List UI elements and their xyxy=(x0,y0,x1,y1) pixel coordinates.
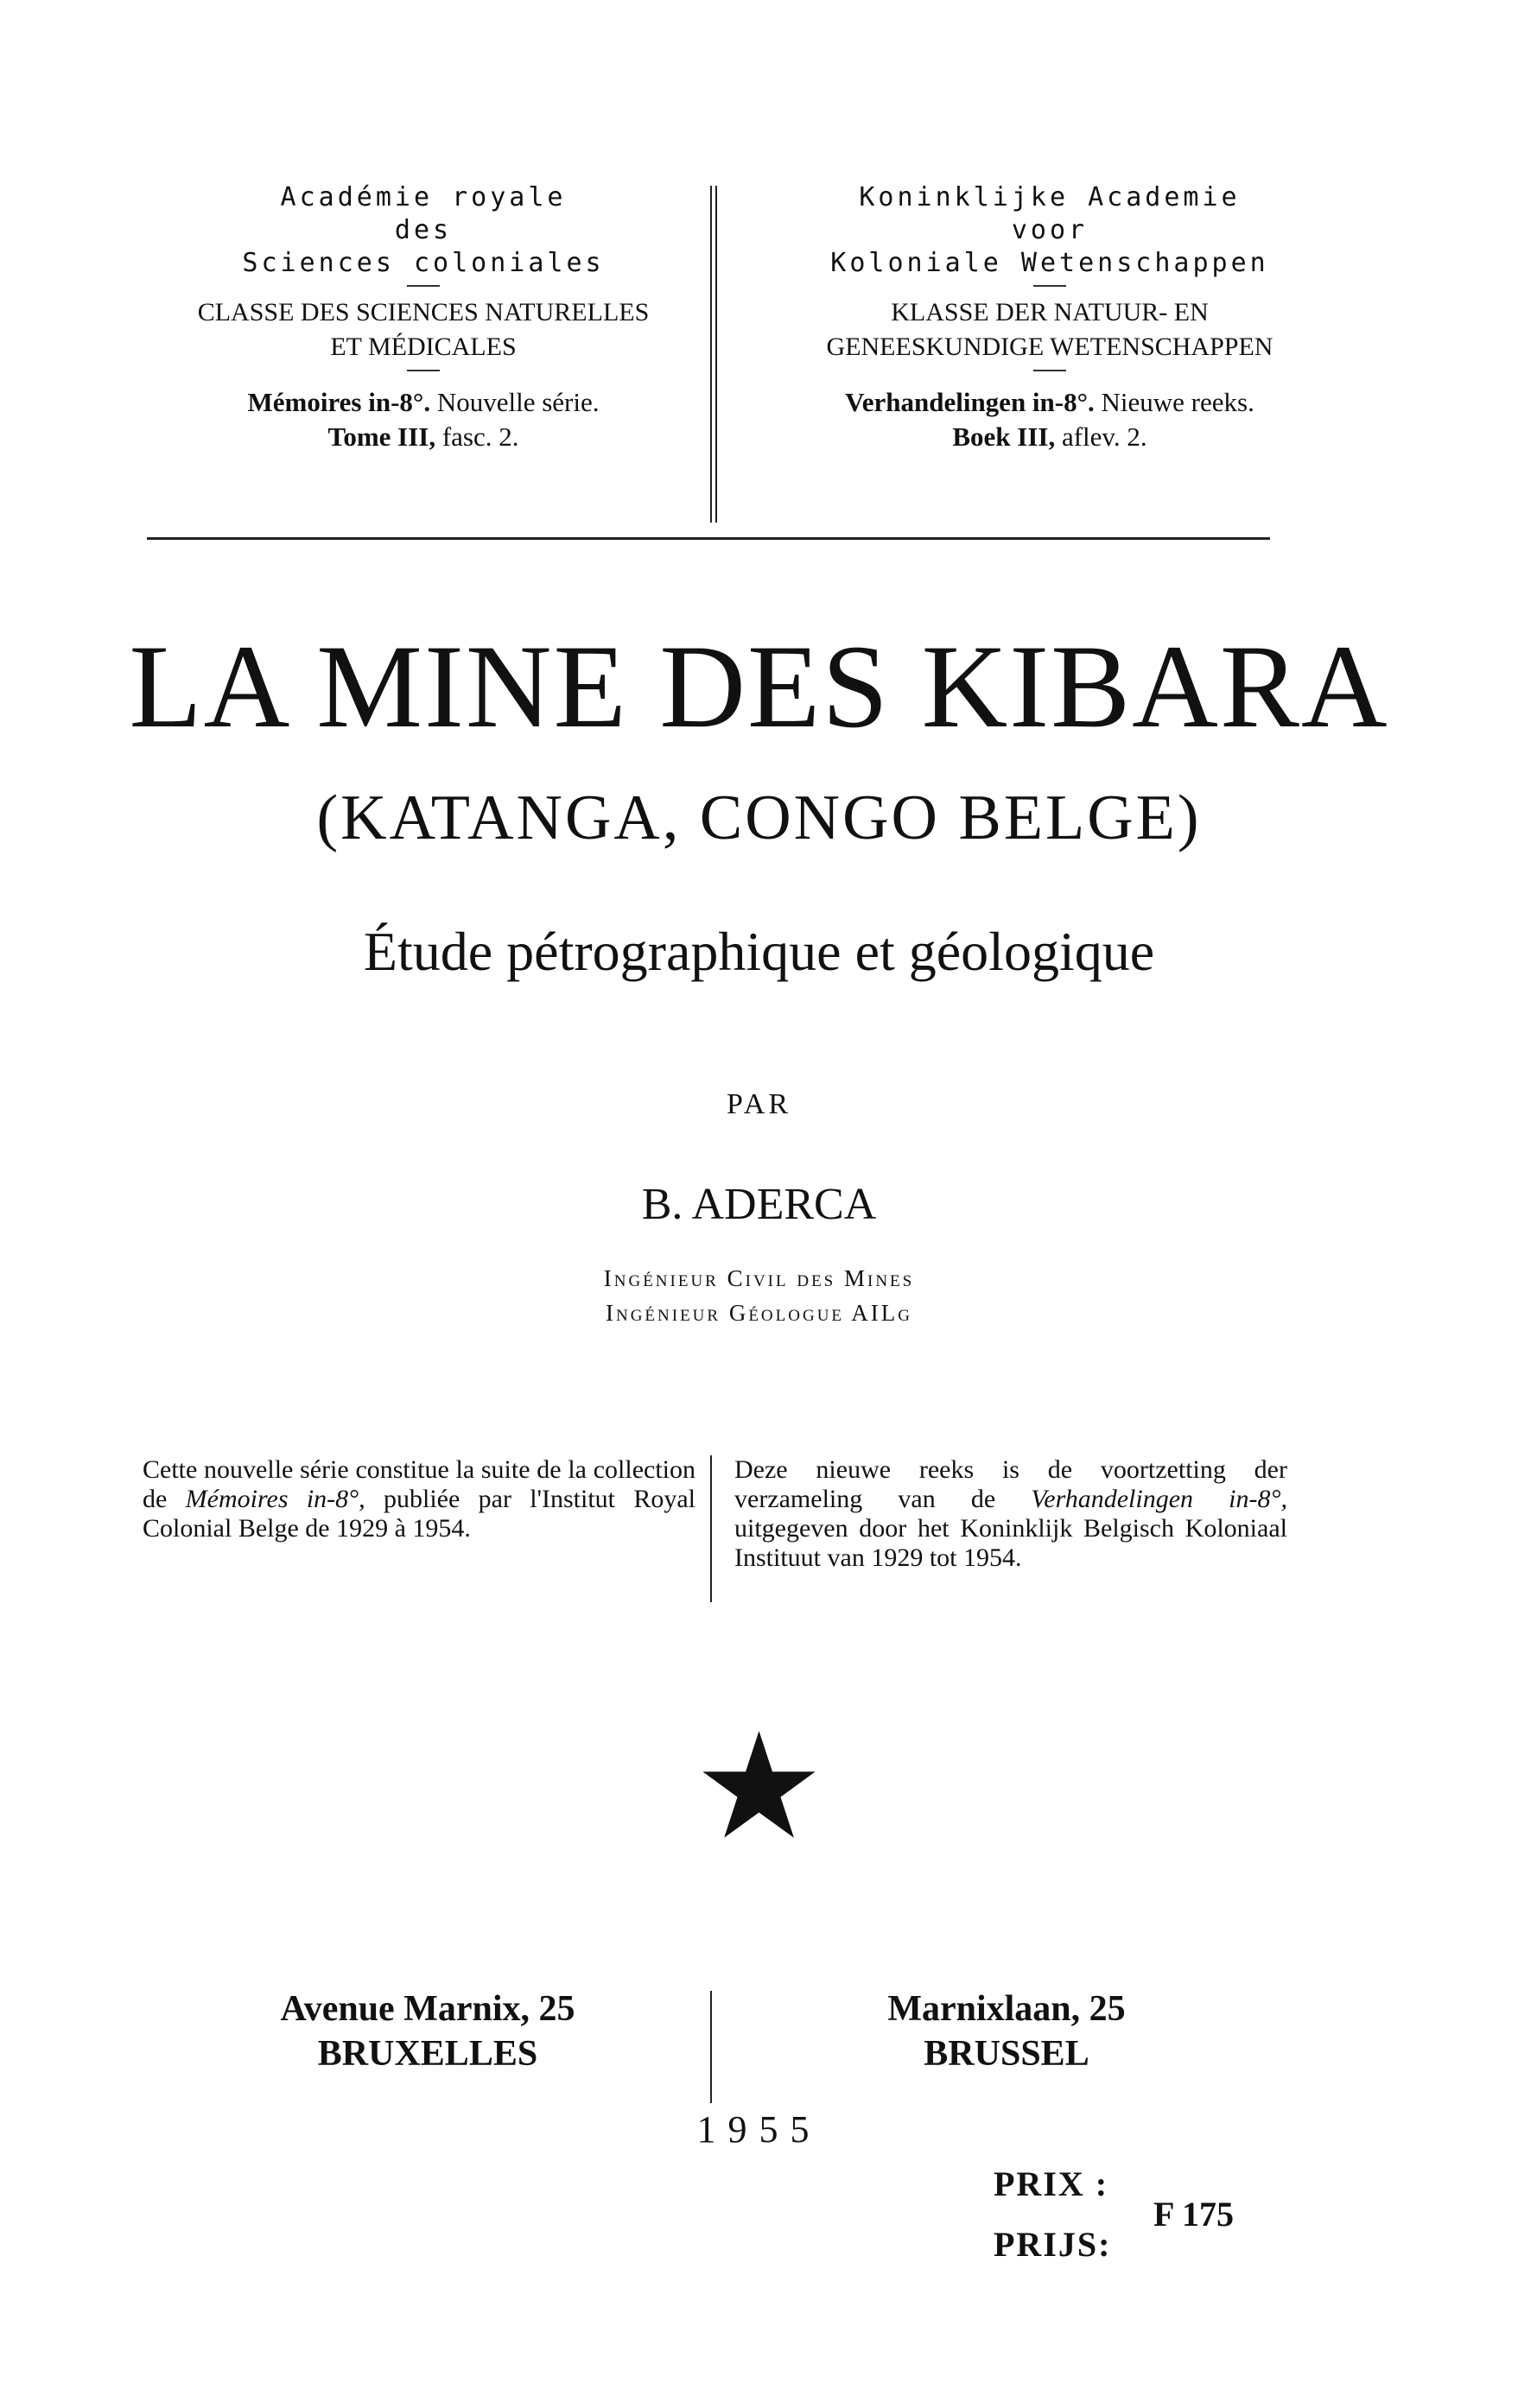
header-right-column xyxy=(739,181,1361,454)
note-fr-part1: Cette nouvelle série constitue la suite de la collection de xyxy=(143,1455,695,1513)
classe-nl-line1: KLASSE DER NATUUR- EN xyxy=(891,298,1209,326)
address-fr-city: BRUXELLES xyxy=(317,2034,538,2074)
footer-vertical-rule xyxy=(710,1991,712,2103)
academy-fr-line2: des xyxy=(394,215,453,245)
author-role-1: Ingénieur Civil des Mines xyxy=(603,1265,915,1291)
address-nl-street: Marnixlaan, 25 xyxy=(887,1989,1126,2029)
subtitle: (KATANGA, CONGO BELGE) xyxy=(316,783,1202,853)
academy-fr-line1: Académie royale xyxy=(280,182,567,212)
notes-vertical-rule xyxy=(710,1455,712,1602)
series-fr xyxy=(112,385,734,454)
tome-fr-bold: Tome III, xyxy=(327,421,436,452)
header-separator xyxy=(1033,285,1066,287)
academy-name-fr xyxy=(112,181,734,280)
classe-fr xyxy=(112,295,734,364)
memo-nl-rest: Nieuwe reeks. xyxy=(1101,387,1254,417)
note-fr-part2: publiée par l'Institut Royal Colonial Belge de 1929 à 1954. xyxy=(143,1485,695,1543)
header-separator xyxy=(1033,370,1066,371)
header-vertical-rule xyxy=(710,186,712,523)
note-nl-part1: Deze nieuwe reeks is de voortzetting der verzameling van de xyxy=(734,1455,1287,1513)
header-left-column xyxy=(112,181,734,454)
header-separator xyxy=(407,285,440,287)
series-nl xyxy=(739,385,1361,454)
note-fr xyxy=(143,1455,695,1543)
tome-nl-rest: aflev. 2. xyxy=(1061,421,1147,452)
price-value: F 175 xyxy=(1153,2195,1234,2234)
note-fr-italic: Mémoires in-8°, xyxy=(185,1485,365,1513)
address-fr-street: Avenue Marnix, 25 xyxy=(280,1989,575,2029)
address-fr xyxy=(212,1987,644,2076)
address-nl xyxy=(791,1987,1223,2076)
memo-nl-bold: Verhandelingen in-8°. xyxy=(845,387,1095,417)
star-icon: ★ xyxy=(693,1707,825,1869)
classe-fr-line2: ET MÉDICALES xyxy=(330,333,517,361)
classe-nl-line2: GENEESKUNDIGE WETENSCHAPPEN xyxy=(826,333,1273,361)
tome-nl-bold: Boek III, xyxy=(952,421,1056,452)
header-horizontal-rule xyxy=(147,537,1270,540)
classe-nl xyxy=(739,295,1361,364)
main-title: LA MINE DES KIBARA xyxy=(129,620,1389,752)
academy-name-nl xyxy=(739,181,1361,280)
note-nl xyxy=(734,1455,1287,1573)
publication-year: 1955 xyxy=(696,2108,822,2151)
header-separator xyxy=(407,370,440,371)
price-label-nl: PRIJS: xyxy=(994,2225,1112,2264)
author-role-2: Ingénieur Géologue AILg xyxy=(605,1300,912,1326)
academy-nl-line3: Koloniale Wetenschappen xyxy=(830,248,1269,278)
academy-nl-line2: voor xyxy=(1011,215,1089,245)
note-nl-part2: uitgegeven door het Koninklijk Belgisch Koloniaal Instituut van 1929 tot 1954. xyxy=(734,1514,1287,1572)
price-label-fr: PRIX : xyxy=(994,2164,1109,2203)
study-subtitle: Étude pétrographique et géologique xyxy=(363,921,1155,982)
header-vertical-rule-inner xyxy=(715,186,717,523)
academy-nl-line1: Koninklijke Academie xyxy=(859,182,1241,212)
classe-fr-line1: CLASSE DES SCIENCES NATURELLES xyxy=(197,298,650,326)
tome-fr-rest: fasc. 2. xyxy=(441,421,519,452)
academy-fr-line3: Sciences coloniales xyxy=(242,248,605,278)
memo-fr-rest: Nouvelle série. xyxy=(436,387,600,417)
note-nl-italic: Verhandelingen in-8°, xyxy=(1031,1485,1288,1513)
par-label: PAR xyxy=(726,1088,792,1120)
address-nl-city: BRUSSEL xyxy=(924,2034,1089,2074)
memo-fr-bold: Mémoires in-8°. xyxy=(247,387,431,417)
author-name: B. ADERCA xyxy=(641,1180,877,1229)
